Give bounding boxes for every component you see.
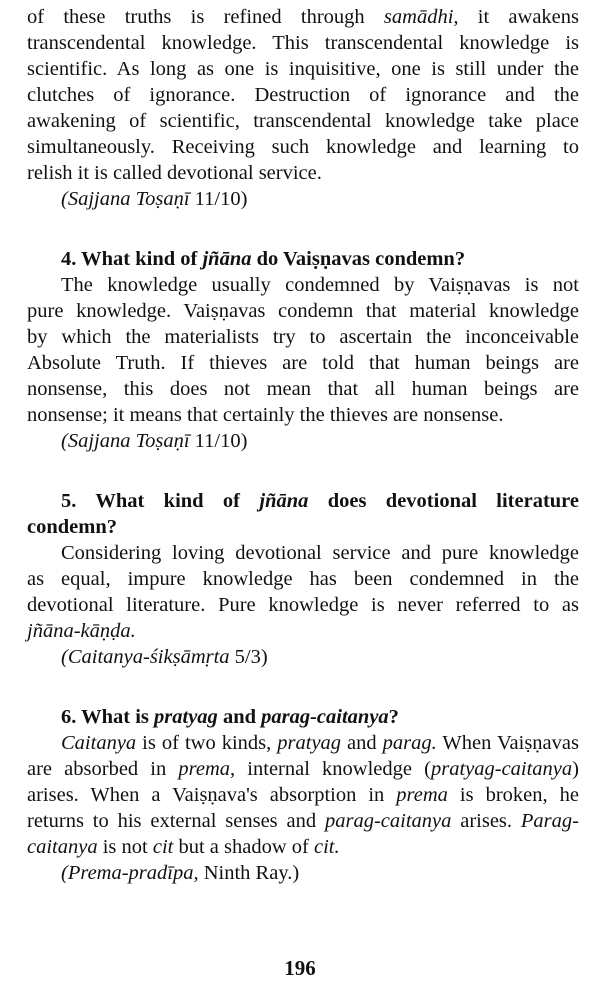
text-line: caitanya is not cit but a shadow of cit. — [27, 836, 340, 858]
text-line: scientific. As long as one is inquisitive, one is still under the — [27, 58, 579, 80]
answer-citation: (Prema-pradīpa, Ninth Ray.) — [61, 862, 300, 884]
text-line: of these truths is refined through samādhi, it awakens — [27, 6, 579, 28]
text-line: jñāna-kāṇḍa. — [27, 620, 136, 642]
text-line: simultaneously. Receiving such knowledge and learning to — [27, 136, 579, 158]
answer-paragraph — [27, 272, 579, 428]
page-number: 196 — [284, 956, 316, 980]
text-line: arises. When a Vaiṣṇava's absorption in prema is broken, he — [27, 784, 579, 806]
text-line: devotional literature. Pure knowledge is never referred to as — [27, 594, 579, 616]
text-line: Absolute Truth. If thieves are told that human beings are — [27, 352, 579, 374]
text-line: clutches of ignorance. Destruction of ignorance and the — [27, 84, 579, 106]
intro-citation: (Sajjana Toṣaṇī 11/10) — [61, 188, 248, 210]
text-line: awakening of scientific, transcendental knowledge take place — [27, 110, 579, 132]
text-line: nonsense, this does not mean that all human beings are — [27, 378, 579, 400]
text-line: The knowledge usually condemned by Vaiṣṇavas is not — [61, 274, 579, 296]
answer-citation: (Sajjana Toṣaṇī 11/10) — [61, 430, 248, 452]
answer-paragraph — [27, 730, 579, 860]
intro-paragraph — [27, 4, 579, 186]
text-line: nonsense; it means that certainly the thieves are nonsense. — [27, 404, 504, 426]
text-line: transcendental knowledge. This transcendental knowledge is — [27, 32, 579, 54]
question-heading: 5. What kind of jñāna does devotional literature condemn? — [27, 490, 579, 538]
text-line: relish it is called devotional service. — [27, 162, 322, 184]
text-line: Caitanya is of two kinds, pratyag and parag. When Vaiṣṇavas — [61, 732, 579, 754]
text-line: are absorbed in prema, internal knowledge (pratyag-caitanya) — [27, 758, 579, 780]
text-line: by which the materialists try to ascertain the inconceivable — [27, 326, 579, 348]
answer-paragraph — [27, 540, 579, 644]
text-line: returns to his external senses and parag-caitanya arises. Parag- — [27, 810, 579, 832]
page-body — [27, 4, 579, 886]
qa-sections — [27, 212, 579, 886]
question-heading: 6. What is pratyag and parag-caitanya? — [61, 706, 399, 728]
question-heading: 4. What kind of jñāna do Vaiṣṇavas condemn? — [61, 248, 466, 270]
text-line: as equal, impure knowledge has been condemned in the — [27, 568, 579, 590]
text-line: Considering loving devotional service and pure knowledge — [61, 542, 579, 564]
text-line: pure knowledge. Vaiṣṇavas condemn that material knowledge — [27, 300, 579, 322]
answer-citation: (Caitanya-śikṣāmṛta 5/3) — [61, 646, 268, 668]
